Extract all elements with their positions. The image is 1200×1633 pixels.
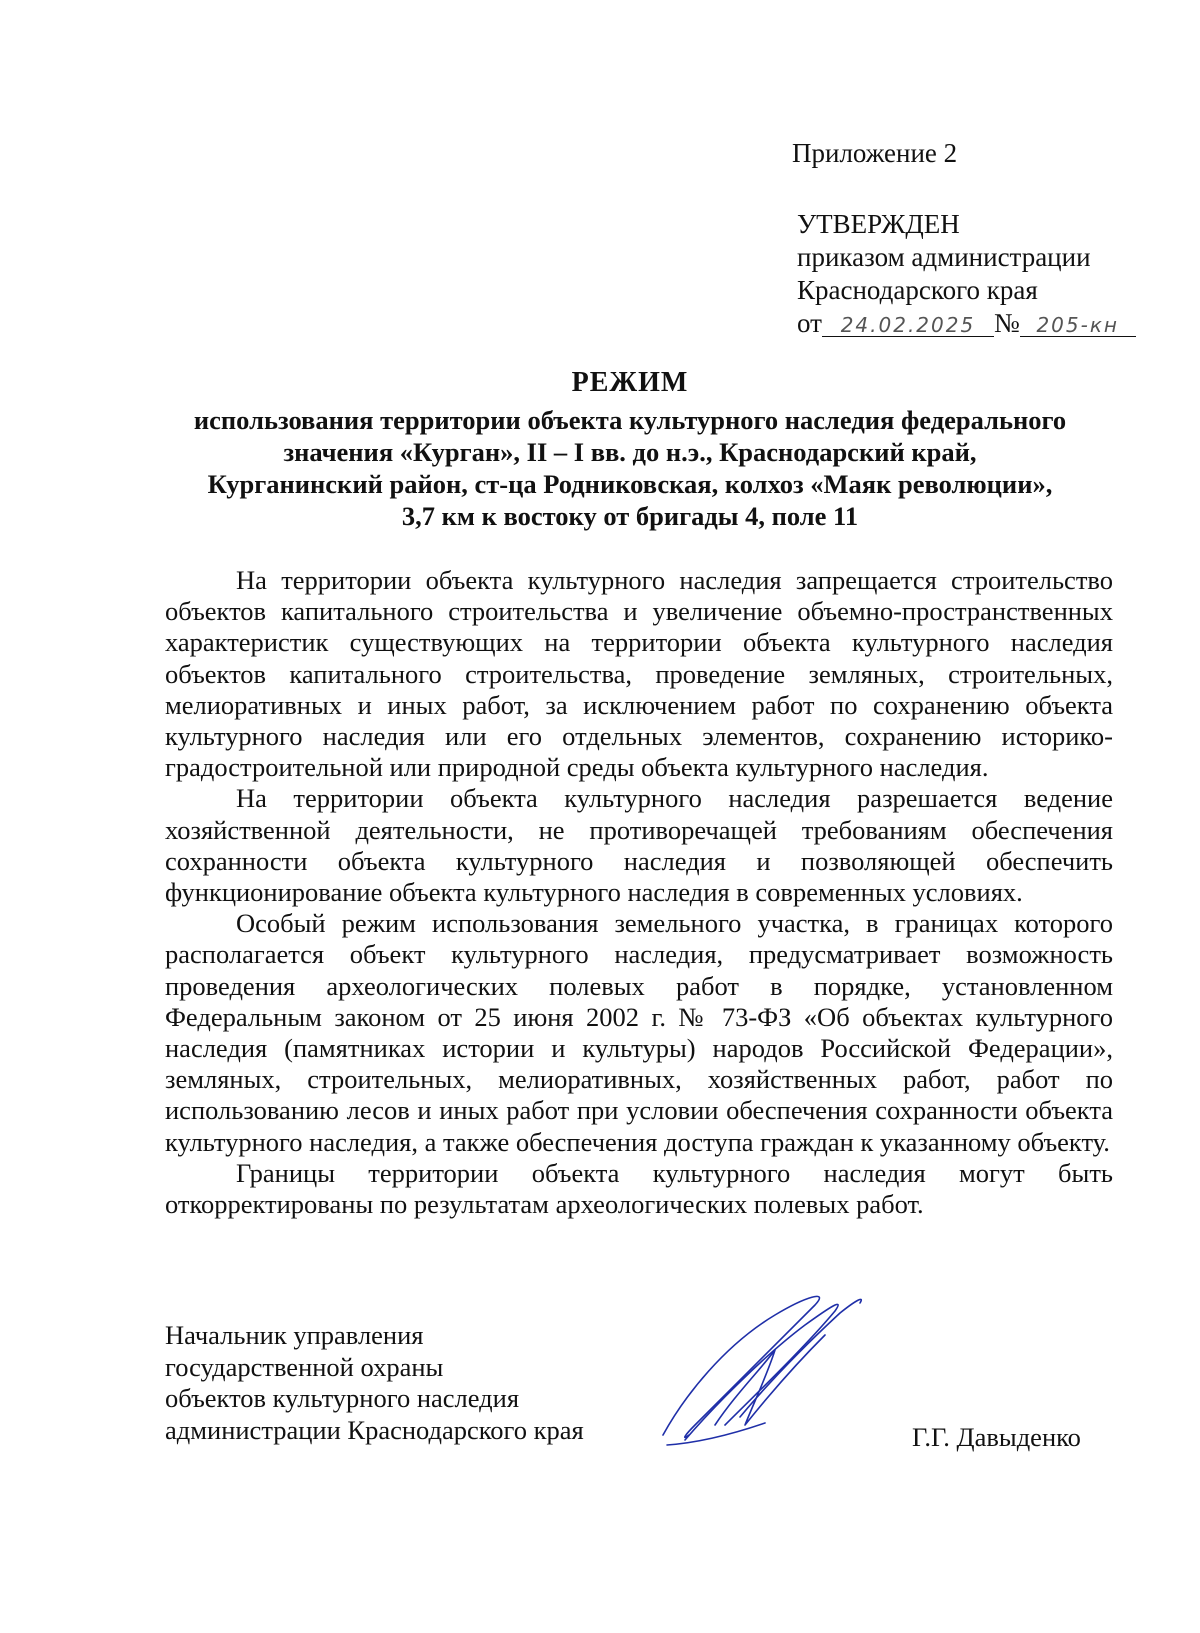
document-heading — [140, 366, 1120, 532]
heading-line-2: значения «Курган», II – I вв. до н.э., Краснодарский край, — [283, 437, 977, 467]
paragraph-boundaries: Границы территории объекта культурного наследия могут быть откорректированы по результатам археологических полевых работ. — [165, 1157, 1113, 1220]
signer-name: Г.Г. Давыденко — [912, 1422, 1081, 1452]
position-line-1: Начальник управления — [165, 1320, 424, 1350]
position-line-2: государственной охраны — [165, 1351, 444, 1382]
region-line: Краснодарского края — [797, 275, 1038, 305]
handwritten-number: 205-кн — [1020, 314, 1136, 337]
paragraph-permissions: На территории объекта культурного наследия разрешается ведение хозяйственной деятельности, не противоречащей требованиям обеспечения сохранности объекта культурного наследия и позволяющей обеспечить функционирование объекта культурного наследия в современных условиях. — [165, 783, 1113, 908]
position-line-3: объектов культурного наследия — [165, 1383, 520, 1413]
paragraph-special-regime: Особый режим использования земельного участка, в границах которого располагается объект культурного наследия, предусматривает возможность проведения археологических полевых работ в порядке, установленном Федеральным законом от 25 июня 2002 г. № 73-ФЗ «Об объектах культурного наследия (памятниках истории и культуры) народов Российской Федерации», земляных, строительных, мелиоративных, хозяйственных работ, работ по использованию лесов и иных работ при условии обеспечения сохранности объекта культурного наследия, а также обеспечения доступа граждан к указанному объекту. — [165, 908, 1113, 1157]
position-line-4: администрации Краснодарского края — [165, 1414, 584, 1445]
date-prefix: от — [797, 308, 822, 338]
approval-block — [797, 208, 1136, 340]
heading-line-4: 3,7 км к востоку от бригады 4, поле 11 — [401, 501, 859, 531]
order-line: приказом администрации — [797, 242, 1091, 272]
handwritten-signature — [655, 1275, 875, 1455]
number-prefix: № — [993, 308, 1020, 338]
paragraph-prohibitions: На территории объекта культурного наследия запрещается строительство объектов капитального строительства и увеличение объемно-пространственных характеристик существующих на территории объекта культурного наследия объектов капитального строительства, проведение земляных, строительных, мелиоративных и иных работ, за исключением работ по сохранению объекта культурного наследия или его отдельных элементов, сохранению историко-градостроительной или природной среды объекта культурного наследия. — [165, 565, 1113, 783]
handwritten-date: 24.02.2025 — [822, 314, 994, 337]
heading-line-3: Курганинский район, ст-ца Родниковская, колхоз «Маяк революции», — [207, 469, 1053, 499]
document-body — [165, 565, 1113, 1220]
date-number-line — [797, 307, 1136, 340]
heading-line-1: использования территории объекта культурного наследия федерального — [193, 405, 1067, 435]
heading-title: РЕЖИМ — [571, 367, 689, 398]
approved-label: УТВЕРЖДЕН — [797, 209, 960, 239]
signatory-position — [165, 1320, 584, 1446]
appendix-label: Приложение 2 — [792, 138, 958, 168]
